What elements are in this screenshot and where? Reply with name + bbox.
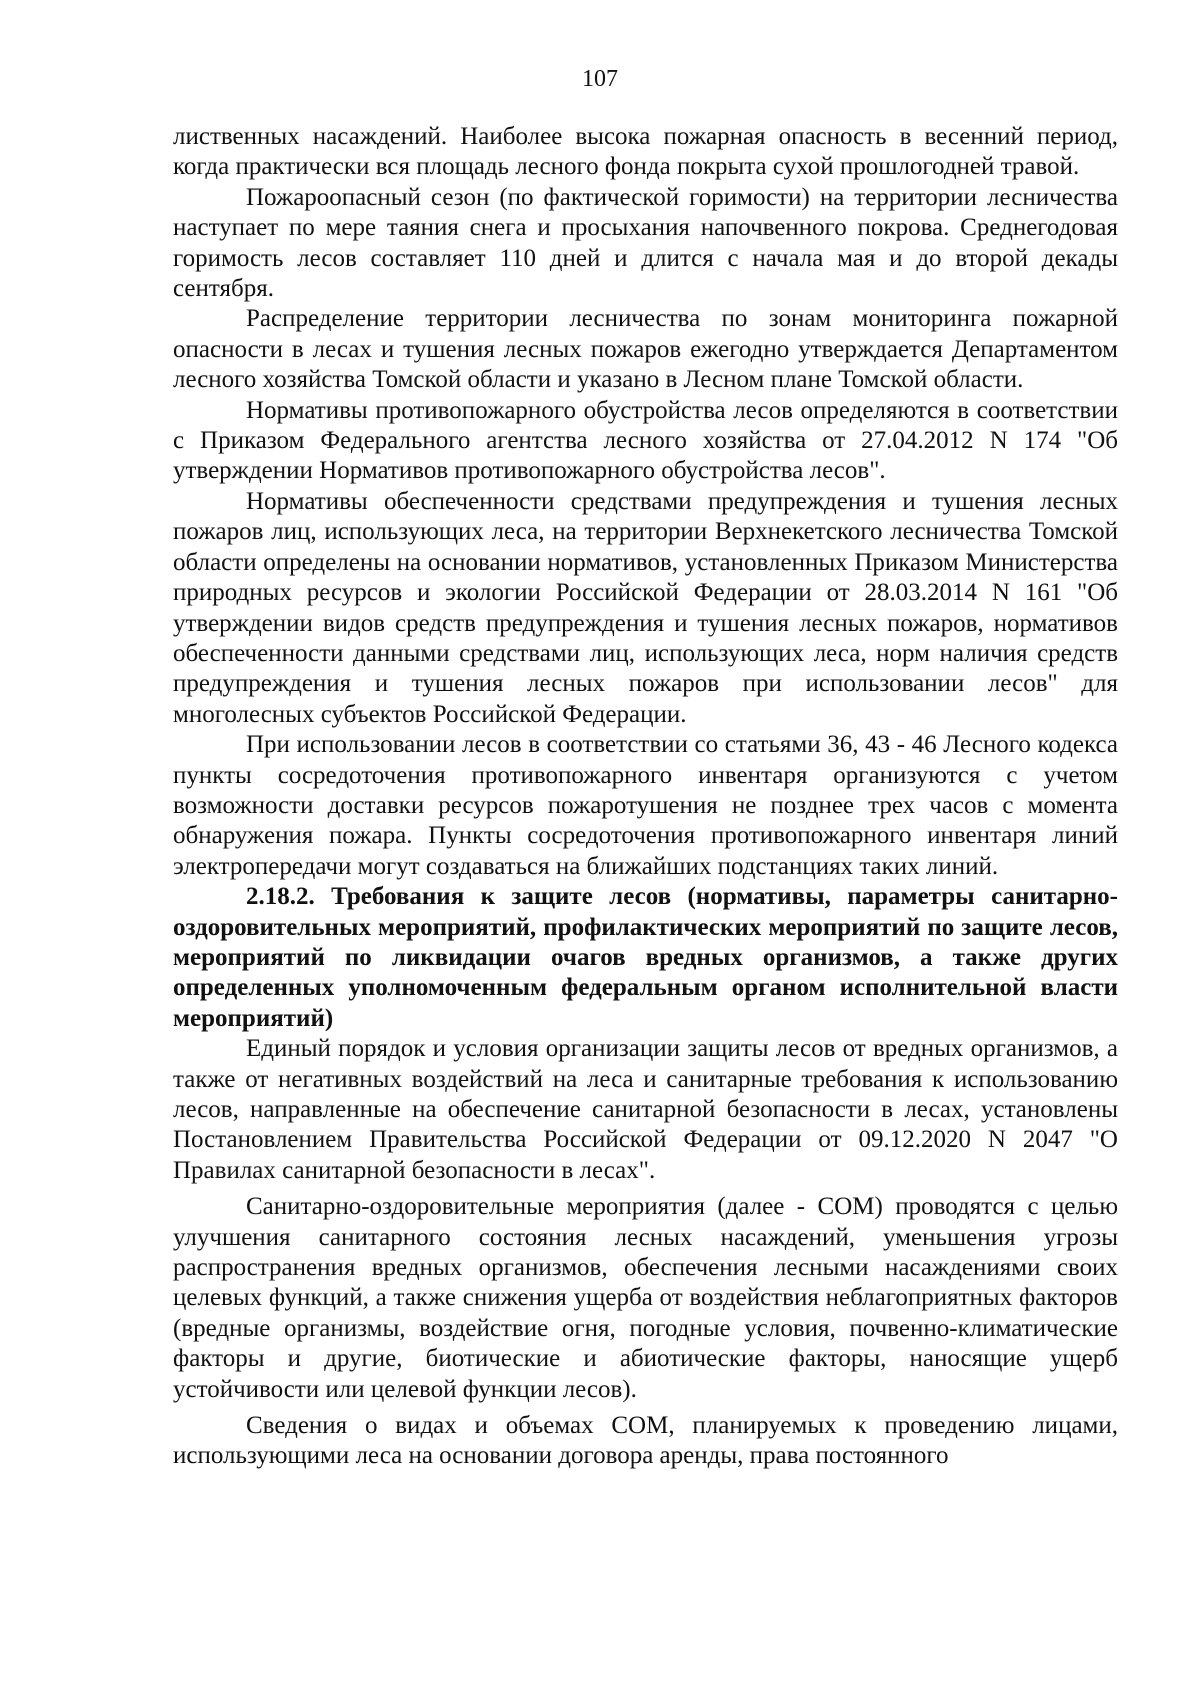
paragraph: лиственных насаждений. Наиболее высока пожарная опасность в весенний период, когда практически вся площадь лесного фонда покрыта сухой прошлогодней травой. (173, 123, 1118, 181)
section-heading: 2.18.2. Требования к защите лесов (нормативы, параметры санитарно-оздоровительных мероприятий, профилактических мероприятий по защите лесов, мероприятий по ликвидации очагов вредных организмов, а также других определенных уполномоченным федеральным органом исполнительной власти мероприятий) (173, 883, 1118, 1032)
paragraph: Распределение территории лесничества по зонам мониторинга пожарной опасности в лесах и тушения лесных пожаров ежегодно утверждается Департаментом лесного хозяйства Томской области и указано в Лесном плане Томской области. (173, 305, 1118, 394)
page-number: 107 (582, 66, 618, 92)
paragraph: Сведения о видах и объемах СОМ, планируемых к проведению лицами, использующими леса на основании договора аренды, права постоянного (173, 1412, 1118, 1470)
paragraph: Санитарно-оздоровительные мероприятия (далее - СОМ) проводятся с целью улучшения санитарного состояния лесных насаждений, уменьшения угрозы распространения вредных организмов, обеспечения лесными насаждениями своих целевых функций, а также снижения ущерба от воздействия неблагоприятных факторов (вредные организмы, воздействие огня, погодные условия, почвенно-климатические факторы и другие, биотические и абиотические факторы, наносящие ущерб устойчивости или целевой функции лесов). (173, 1193, 1118, 1403)
paragraph: Единый порядок и условия организации защиты лесов от вредных организмов, а также от негативных воздействий на леса и санитарные требования к использованию лесов, направленные на обеспечение санитарной безопасности в лесах, установлены Постановлением Правительства Российской Федерации от 09.12.2020 N 2047 "О Правилах санитарной безопасности в лесах". (173, 1035, 1118, 1184)
paragraph: Нормативы противопожарного обустройства лесов определяются в соответствии с Приказом Федерального агентства лесного хозяйства от 27.04.2012 N 174 "Об утверждении Нормативов противопожарного обустройства лесов". (173, 396, 1118, 485)
document-body (173, 122, 1118, 1472)
paragraph: При использовании лесов в соответствии со статьями 36, 43 - 46 Лесного кодекса пункты сосредоточения противопожарного инвентаря организуются с учетом возможности доставки ресурсов пожаротушения не позднее трех часов с момента обнаружения пожара. Пункты сосредоточения противопожарного инвентаря линий электропередачи могут создаваться на ближайших подстанциях таких линий. (173, 731, 1118, 880)
paragraph: Пожароопасный сезон (по фактической горимости) на территории лесничества наступает по мере таяния снега и просыхания напочвенного покрова. Среднегодовая горимость лесов составляет 110 дней и длится с начала мая и до второй декады сентября. (173, 183, 1118, 303)
paragraph: Нормативы обеспеченности средствами предупреждения и тушения лесных пожаров лиц, использующих леса, на территории Верхнекетского лесничества Томской области определены на основании нормативов, установленных Приказом Министерства природных ресурсов и экологии Российской Федерации от 28.03.2014 N 161 "Об утверждении видов средств предупреждения и тушения лесных пожаров, нормативов обеспеченности данными средствами лиц, использующих леса, норм наличия средств предупреждения и тушения лесных пожаров при использовании лесов" для многолесных субъектов Российской Федерации. (173, 487, 1118, 728)
